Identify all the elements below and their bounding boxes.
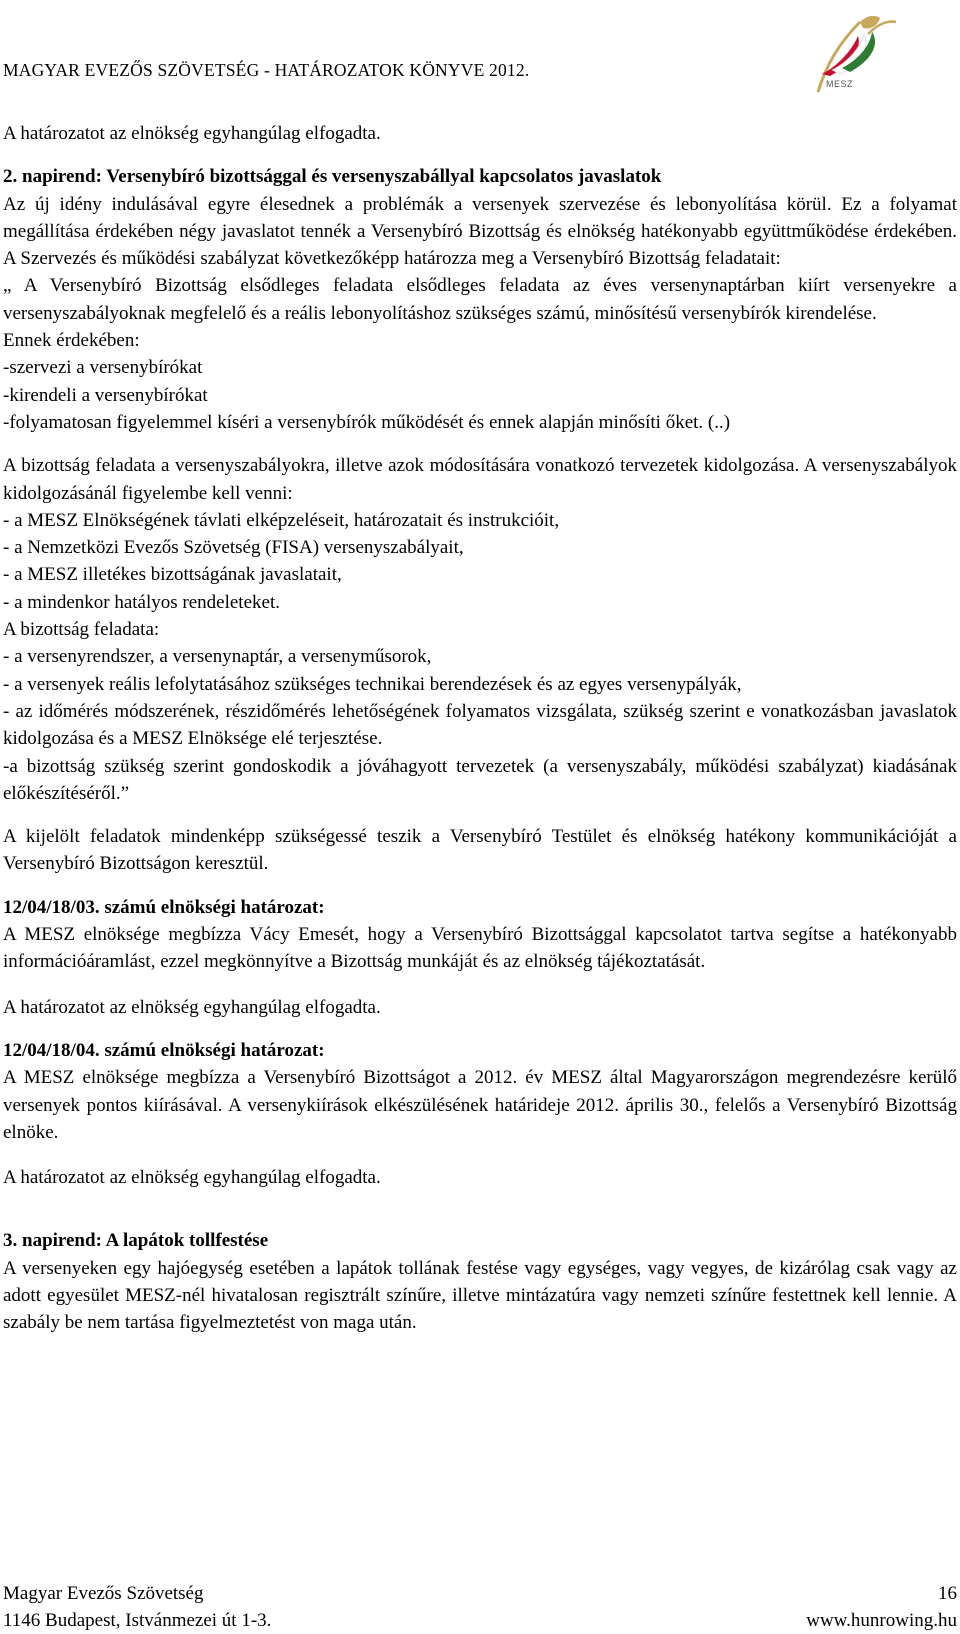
committee-duties-text: A bizottság feladata a versenyszabályokra, illetve azok módosítására vonatkozó tervezetek kidolgozása. A versenyszabályok kidolgozásánál figyelembe kell venni:: [3, 455, 957, 504]
committee-task-label: A bizottság feladata:: [3, 619, 160, 641]
list-item: - az időmérés módszerének, részidőmérés lehetőségének folyamatos vizsgálata, szükség szerint e vonatkozásban javaslatok kidolgozása és a MESZ Elnöksége elé terjesztése.: [3, 700, 957, 750]
resolution-04-accepted: A határozatot az elnökség egyhangúlag elfogadta.: [3, 1167, 381, 1189]
agenda-item-2-conclusion: A kijelölt feladatok mindenképp szükségessé teszik a Versenybíró Testület és elnökség hatékony kommunikációját a Versenybíró Bizottságon keresztül.: [3, 826, 957, 875]
footer-website-link[interactable]: www.hunrowing.hu: [806, 1610, 957, 1631]
list-item: - a MESZ illetékes bizottságának javaslatait,: [3, 564, 342, 586]
ennek-erdekeben: Ennek érdekében:: [3, 330, 140, 352]
list-item: -szervezi a versenybírókat: [3, 357, 203, 379]
resolution-03-text: A MESZ elnöksége megbízza Vácy Emesét, hogy a Versenybíró Bizottsággal kapcsolatot tartva segítse a hatékonyabb információáramlást, ezzel megkönnyítve a Bizottság munkáját és az elnökség tájékoztatását.: [3, 924, 957, 973]
list-item: -kirendeli a versenybírókat: [3, 384, 208, 406]
agenda-item-2-heading: 2. napirend: Versenybíró bizottsággal és versenyszabállyal kapcsolatos javaslatok: [3, 166, 662, 188]
list-item: - a versenyrendszer, a versenynaptár, a versenyműsorok,: [3, 646, 432, 668]
list-item: - a mindenkor hatályos rendeleteket.: [3, 591, 280, 613]
footer-address: 1146 Budapest, Istvánmezei út 1-3.: [3, 1610, 272, 1631]
list-item: - a versenyek reális lefolytatásához szükséges technikai berendezések és az egyes versenypályák,: [3, 673, 742, 695]
document-body: [3, 120, 957, 1337]
document-header-title: MAGYAR EVEZŐS SZÖVETSÉG - HATÁROZATOK KÖNYVE 2012.: [3, 60, 530, 80]
resolution-03-accepted: A határozatot az elnökség egyhangúlag elfogadta.: [3, 996, 381, 1018]
resolution-accepted-note: A határozatot az elnökség egyhangúlag elfogadta.: [3, 123, 381, 144]
list-item: -folyamatosan figyelemmel kíséri a versenybírók működését és ennek alapján minősíti őket. (..): [3, 411, 731, 433]
page-number: 16: [938, 1583, 957, 1604]
quoted-regulation: „ A Versenybíró Bizottság elsődleges feladata elsődleges feladata az éves versenynaptárban kiírt versenyekre a versenyszabályoknak megfelelő és a reális lebonyolításhoz szükséges számú, minősítésű versenybírók kirendelése.: [3, 275, 957, 324]
page-footer-left: [3, 1580, 271, 1634]
mesz-rowing-logo-icon: [808, 4, 900, 96]
footer-organization: Magyar Evezős Szövetség: [3, 1583, 204, 1604]
page-footer-right: [806, 1580, 957, 1634]
resolution-03-heading: 12/04/18/03. számú elnökségi határozat:: [3, 896, 325, 918]
agenda-item-3-text: A versenyeken egy hajóegység esetében a lapátok tollának festése vagy egységes, vagy vegyes, de kizárólag csak vagy az adott egyesület MESZ-nél hivatalosan regisztrált színűre, illetve mintázatúra vagy nemzeti színűre festettnek kell lennie. A szabály be nem tartása figyelmeztetést von maga után.: [3, 1257, 957, 1334]
list-item: -a bizottság szükség szerint gondoskodik a jóváhagyott tervezetek (a versenyszabály, működési szabályzat) kiadásának előkészítéséről.”: [3, 755, 957, 804]
resolution-04-heading: 12/04/18/04. számú elnökségi határozat:: [3, 1039, 325, 1061]
agenda-item-2-intro: Az új idény indulásával egyre élesednek a problémák a versenyek szervezése és lebonyolítása körül. Ez a folyamat megállítása érdekében négy javaslatot tennék a Versenybíró Bizottság és elnökség hatékonyabb együttműködése érdekében. A Szervezés és működési szabályzat következőképp határozza meg a Versenybíró Bizottság feladatait:: [3, 193, 957, 270]
agenda-item-3-heading: 3. napirend: A lapátok tollfestése: [3, 1230, 269, 1252]
list-item: - a MESZ Elnökségének távlati elképzeléseit, határozatait és instrukcióit,: [3, 509, 560, 531]
resolution-04-text: A MESZ elnöksége megbízza a Versenybíró Bizottságot a 2012. év MESZ által Magyarországon megrendezésre kerülő versenyek pontos kiírásával. A versenykiírások elkészülésének határideje 2012. április 30., felelős a Versenybíró Bizottság elnöke.: [3, 1067, 957, 1143]
logo-caption: MESZ: [826, 79, 854, 89]
list-item: - a Nemzetközi Evezős Szövetség (FISA) versenyszabályait,: [3, 537, 464, 559]
